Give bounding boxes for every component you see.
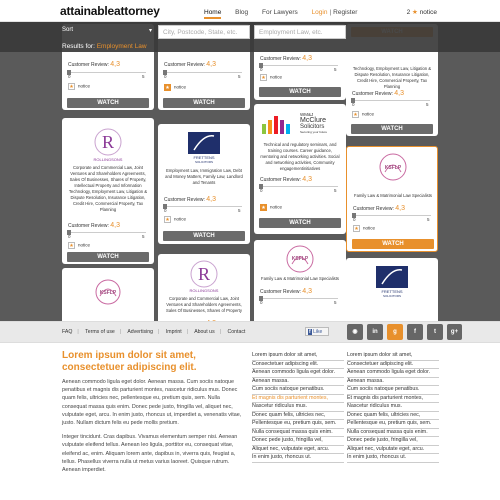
practice-areas: Technical and regulatory seminars, and training courses. Career guidance, mentoring and networking activities. Social and networking activities, Community engagementinitiatives	[260, 142, 340, 171]
svg-text:R: R	[198, 264, 211, 284]
notice-toggle[interactable]: ★ notice	[353, 111, 375, 118]
footer-link-about[interactable]: About us	[194, 329, 215, 335]
rating-slider[interactable]	[164, 72, 242, 73]
logo-text: ROLLINGSONS	[93, 157, 123, 162]
logo-text: FRETTENS	[193, 155, 215, 160]
rating-slider[interactable]	[260, 186, 338, 187]
location-input[interactable]: City, Postcode, State, etc.	[158, 25, 250, 39]
site-logo[interactable]: attainableattorney	[60, 4, 160, 18]
review-row: Customer Review: 4,3	[260, 176, 312, 183]
scale-max: 5	[426, 102, 429, 107]
scale-min: 0	[68, 74, 71, 79]
review-label: Customer Review:	[68, 62, 109, 68]
footer-link-faq[interactable]: FAQ	[62, 329, 73, 335]
practice-areas: Corporate and Commercial Law, Joint Ventures and Shareholders Agreements, Sales Of Businesses, Shares of Property, Intellectual Property and Information Technology, Employment Law, Litigation & Dispute Resolution, Insurance Litigation, Credit Hire, Commercial Property, Tax Planning	[68, 165, 148, 212]
frettens-logo	[376, 266, 408, 310]
lawyer-card[interactable]	[346, 146, 438, 252]
column-link[interactable]: Nulla consequat massa quis enim.	[252, 429, 344, 438]
footer-link-terms[interactable]: Terms of use	[85, 329, 115, 335]
column-link[interactable]: Aenean massa.	[252, 378, 344, 387]
rating-slider[interactable]	[164, 206, 242, 207]
column-link[interactable]: In enim justo, rhoncus ut.	[252, 454, 344, 463]
footer-link-advertising[interactable]: Advertising	[127, 329, 153, 335]
rating-slider[interactable]	[260, 65, 338, 66]
nav-home[interactable]: Home	[204, 9, 221, 19]
lawyer-card[interactable]	[346, 258, 438, 328]
ksflp-logo	[371, 151, 415, 191]
sort-dropdown[interactable]	[62, 27, 152, 37]
link-column	[347, 352, 439, 463]
watch-button[interactable]: WATCH	[259, 218, 341, 228]
google-icon[interactable]: g	[387, 324, 403, 340]
column-link[interactable]: Pellentesque eu, pretium quis, sem.	[252, 420, 344, 429]
watch-button[interactable]: WATCH	[163, 98, 245, 108]
linkedin-icon[interactable]: in	[367, 324, 383, 340]
logo-subtext: SOLICITORS	[194, 160, 214, 164]
scale-min: 0	[260, 188, 263, 193]
scale-min: 0	[352, 102, 355, 107]
wmcclure-logo	[260, 112, 340, 142]
column-link[interactable]: Donec pede justo, fringilla vel,	[347, 437, 439, 446]
column-link[interactable]: Nulla consequat massa quis enim.	[347, 429, 439, 438]
rss-icon[interactable]: ◉	[347, 324, 363, 340]
footer-links: FAQ | Terms of use | Advertising | Imprint | About us | Contact	[62, 329, 246, 335]
watch-button[interactable]: WATCH	[259, 87, 341, 97]
column-link[interactable]: Aenean commodo ligula eget dolor.	[252, 369, 344, 378]
logo-text: ROLLINGSONS	[189, 288, 219, 293]
column-link[interactable]: Donec pede justo, fringilla vel,	[252, 437, 344, 446]
scale-min: 0	[164, 74, 167, 79]
nav-separator: |	[329, 9, 332, 16]
results-prefix: Results for:	[62, 43, 95, 50]
lawyer-card[interactable]	[62, 118, 154, 264]
footer-link-contact[interactable]: Contact	[227, 329, 246, 335]
column-link[interactable]: Aliquet nec, vulputate eget, arcu.	[252, 446, 344, 455]
watch-button[interactable]: WATCH	[67, 98, 149, 108]
star-icon: ★	[412, 9, 418, 16]
notice-toggle[interactable]: ★ notice	[69, 242, 91, 249]
column-link[interactable]: Lorem ipsum dolor sit amet,	[252, 352, 344, 361]
notice-toggle[interactable]: ★ notice	[354, 225, 376, 232]
site-header	[0, 0, 500, 22]
practice-areas: Technology, Employment Law, Litigation & Dispute Resolution, Insurance Litigation, Credit Hire, Commercial Property, Tax Planning	[352, 66, 432, 89]
rating-value: 4,3	[110, 61, 120, 68]
scale-min: 0	[164, 208, 167, 213]
logo-line: McClure	[300, 117, 327, 124]
svg-text:R: R	[102, 132, 115, 152]
review-row: Customer Review: 4,3	[68, 222, 120, 229]
lawyer-card[interactable]	[254, 104, 346, 234]
article	[62, 350, 244, 474]
star-icon: ★	[69, 243, 74, 249]
rating-slider[interactable]	[353, 215, 431, 216]
logo-text: KSFLP	[291, 256, 309, 262]
practice-areas: Family Law & Matrimonial Law Specialists	[261, 276, 339, 281]
column-link[interactable]: Aenean massa.	[347, 378, 439, 387]
star-icon: ★	[261, 75, 266, 81]
watch-button[interactable]: WATCH	[163, 231, 245, 241]
column-link[interactable]: Consectetuer adipiscing elit.	[252, 361, 344, 370]
scale-max: 5	[334, 67, 337, 72]
review-row: Customer Review: 4,3	[164, 61, 216, 68]
lawyer-card[interactable]	[62, 268, 154, 328]
article-title: Lorem ipsum dolor sit amet, consectetuer adipiscing elit.	[62, 350, 197, 373]
practice-areas: Corporate and Commercial Law, Joint Ventures and Shareholders Agreements, Sales Of Businesses, Shares of Property	[166, 296, 242, 313]
practice-areas: Employment Law, Immigration Law, Debt and Money Matters, Family Law, Landlord and Tenants	[165, 168, 243, 185]
column-link[interactable]: Pellentesque eu, pretium quis, sem.	[347, 420, 439, 429]
star-icon: ★	[69, 84, 74, 90]
notice-toggle[interactable]: ★ notice	[261, 204, 283, 211]
rollingsons-logo	[88, 124, 128, 164]
logo-subtext: SOLICITORS	[382, 294, 402, 298]
logo-tagline: Securing your future	[300, 130, 328, 134]
star-icon: ★	[165, 85, 170, 91]
scale-min: 0	[68, 234, 71, 239]
like-label: Like	[313, 329, 323, 335]
notice-label: notice	[419, 9, 437, 16]
logo-text: KSFLP	[99, 290, 117, 296]
facebook-icon: f	[309, 329, 311, 335]
star-icon: ★	[165, 217, 170, 223]
notice-toggle[interactable]: ★ notice	[165, 216, 187, 223]
facebook-icon[interactable]: f	[407, 324, 423, 340]
nav-for-lawyers[interactable]: For Lawyers	[261, 9, 298, 16]
notice-toggle[interactable]: ★ notice	[165, 84, 187, 91]
footer-link-imprint[interactable]: Imprint	[165, 329, 182, 335]
star-icon: ★	[261, 205, 266, 211]
scale-min: 0	[260, 67, 263, 72]
review-row: Customer Review: 4,3	[164, 196, 216, 203]
rating-slider[interactable]	[68, 72, 146, 73]
column-link[interactable]: Lorem ipsum dolor sit amet,	[347, 352, 439, 361]
review-row: Customer Review: 4,3	[260, 288, 312, 295]
column-link[interactable]: Cum sociis natoque penatibus.	[347, 386, 439, 395]
watch-button[interactable]: WATCH	[67, 252, 149, 262]
practice-area-input[interactable]: Employment Law, etc.	[254, 25, 346, 39]
ksflp-logo	[86, 278, 130, 318]
link-column	[252, 352, 344, 463]
column-link[interactable]: Aliquet nec, vulputate eget, arcu.	[347, 446, 439, 455]
article-paragraph: Integer tincidunt. Cras dapibus. Vivamus elementum semper nisi. Aenean vulputate eleifend tellus. Aenean leo ligula, porttitor eu, consequat vitae, eleifend ac, enim. Aliquam lorem ante, dapibus in, viverra quis, feugiat a, tellus. Phasellus viverra nulla ut metus varius laoreet. Quisque rutrum. Aenean imperdiet.	[62, 434, 238, 474]
rating-slider[interactable]	[352, 100, 430, 101]
scale-min: 0	[260, 300, 263, 305]
main-nav	[204, 9, 369, 19]
article-paragraph: Aenean commodo ligula eget dolor. Aenean massa. Cum sociis natoque penatibus et magnis dis parturient montes, nascetur ridiculus mus. Donec quam felis, ultricies nec, pellentesque eu, pretium quis, sem. Nulla consequat massa quis enim. Donec pede justo, fringilla vel, aliquet nec, vulputate eget, arcu. In enim justo, rhoncus ut, imperdiet a, venenatis vitae, justo. Nullam dictum felis eu pede mollis pretium.	[62, 379, 242, 427]
review-row: Customer Review: 4,3	[260, 55, 312, 62]
watch-button[interactable]: WATCH	[351, 124, 433, 134]
column-link[interactable]: Aenean commodo ligula eget dolor.	[347, 369, 439, 378]
lawyer-card[interactable]	[158, 254, 250, 328]
column-link[interactable]: In enim justo, rhoncus ut.	[347, 454, 439, 463]
frettens-logo	[188, 132, 220, 164]
twitter-icon[interactable]: t	[427, 324, 443, 340]
scale-max: 5	[334, 300, 337, 305]
logo-line: WM&J	[300, 112, 314, 117]
lawyer-card[interactable]	[158, 124, 250, 244]
scale-max: 5	[238, 208, 241, 213]
register-link[interactable]: Register	[333, 9, 358, 16]
footer-bar	[0, 321, 500, 343]
logo-text: KSFLP	[384, 165, 402, 171]
notice-count: 2	[406, 9, 411, 16]
chevron-down-icon: ▾	[148, 28, 152, 34]
column-link[interactable]: Et magnis dis parturient montes,	[252, 395, 344, 404]
watch-button[interactable]: WATCH	[352, 239, 434, 249]
column-link[interactable]: Nascetur ridiculus mus.	[252, 403, 344, 412]
column-link[interactable]: Et magnis dis parturient montes,	[347, 395, 439, 404]
review-row: Customer Review: 4,3	[353, 205, 405, 212]
review-row: Customer Review: 4,3	[352, 90, 404, 97]
rating-slider[interactable]	[260, 298, 338, 299]
nav-blog[interactable]: Blog	[235, 9, 249, 16]
scale-max: 5	[142, 74, 145, 79]
logo-line: Solicitors	[300, 124, 325, 130]
column-link[interactable]: Donec quam felis, ultricies nec,	[252, 412, 344, 421]
scale-max: 5	[334, 188, 337, 193]
scale-max: 5	[142, 234, 145, 239]
column-link[interactable]: Donec quam felis, ultricies nec,	[347, 412, 439, 421]
rollingsons-logo	[182, 258, 226, 298]
logo-text: FRETTENS	[381, 289, 403, 294]
notice-counter[interactable]	[407, 8, 437, 16]
star-icon: ★	[354, 226, 359, 232]
notice-toggle[interactable]: ★ notice	[69, 83, 91, 90]
facebook-like-button[interactable]	[305, 327, 329, 336]
scale-max: 5	[238, 74, 241, 79]
practice-areas: Family Law & Matrimonial Law Specialists	[354, 193, 432, 198]
scale-min: 0	[353, 217, 356, 222]
review-row	[68, 61, 120, 68]
results-term: Employment Law	[96, 43, 147, 50]
results-heading	[62, 43, 147, 50]
column-link[interactable]: Cum sociis natoque penatibus.	[252, 386, 344, 395]
column-link[interactable]: Nascetur ridiculus mus.	[347, 403, 439, 412]
lawyer-card[interactable]	[254, 240, 346, 328]
login-link[interactable]: Login	[311, 9, 328, 16]
sort-label: Sort	[62, 27, 74, 33]
googleplus-icon[interactable]: g+	[447, 324, 462, 340]
scale-max: 5	[427, 217, 430, 222]
star-icon: ★	[353, 112, 358, 118]
column-link[interactable]: Consectetuer adipiscing elit.	[347, 361, 439, 370]
rating-slider[interactable]	[68, 232, 146, 233]
notice-toggle[interactable]: ★ notice	[261, 74, 283, 81]
